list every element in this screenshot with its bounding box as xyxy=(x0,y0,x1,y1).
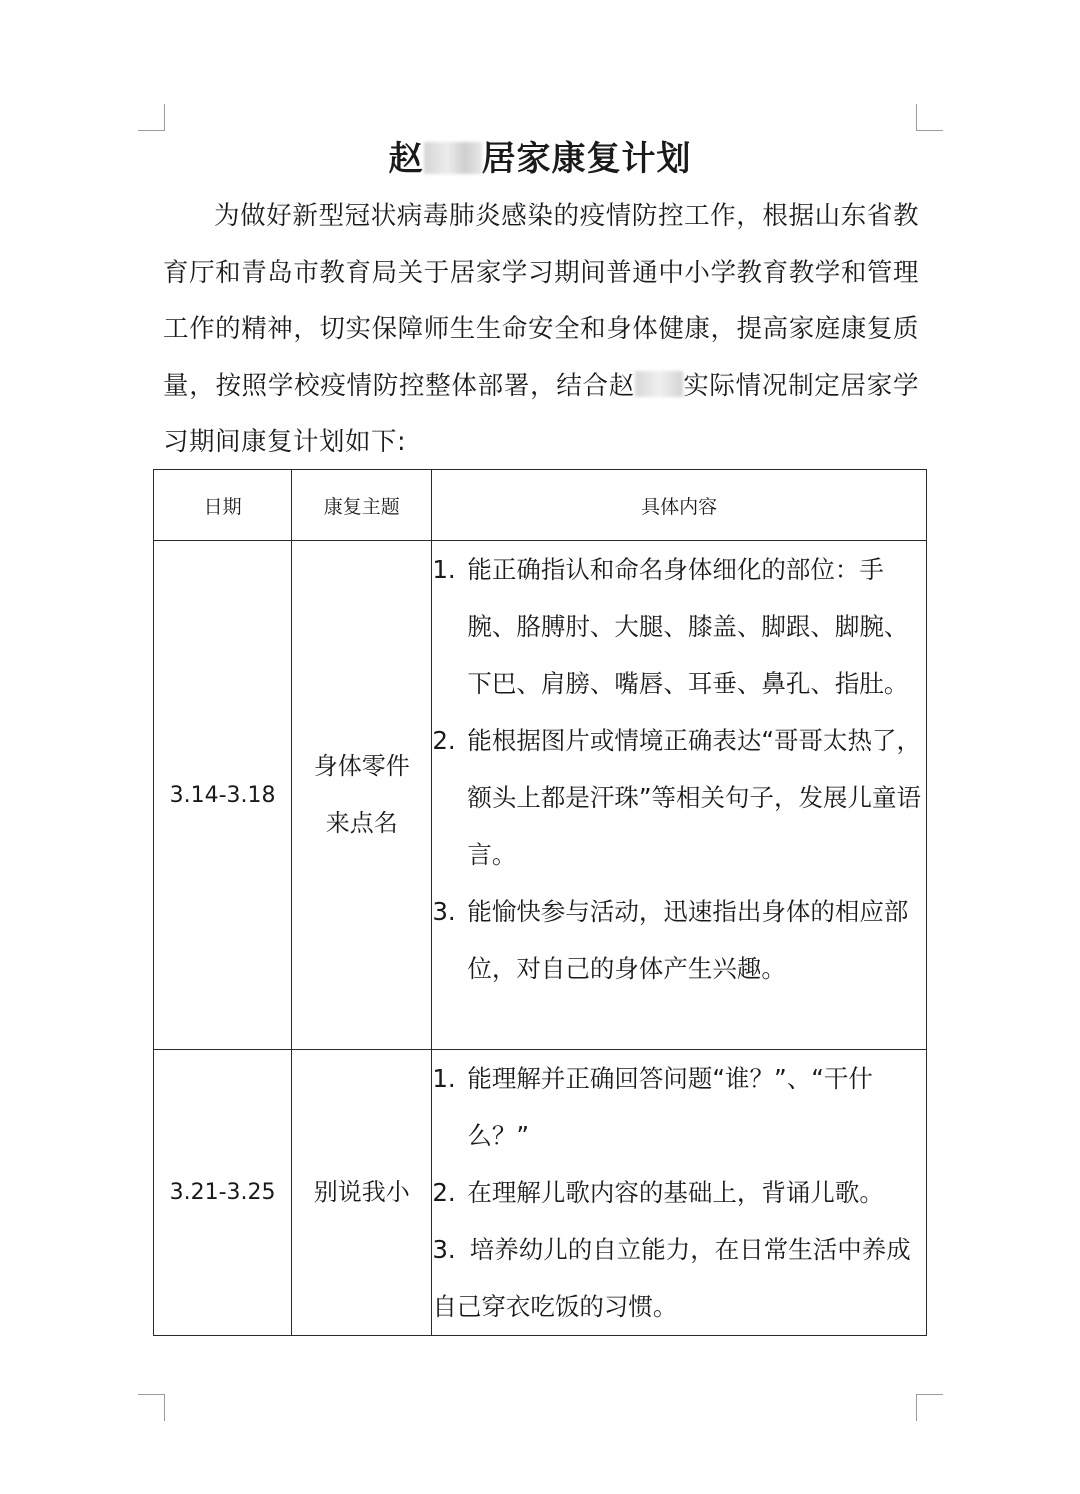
page-corner-mark-top-left xyxy=(138,104,165,131)
theme-cell xyxy=(292,1050,432,1336)
item-number: 2. xyxy=(432,1178,456,1207)
date-cell: 3.21-3.25 xyxy=(154,1050,292,1336)
item-text: 能理解并正确回答问题“谁？”、“干什么？” xyxy=(467,1064,873,1150)
theme-cell xyxy=(292,541,432,1050)
header-theme: 康复主题 xyxy=(292,470,432,541)
intro-paragraph xyxy=(163,188,919,471)
table-row xyxy=(154,1050,927,1336)
theme-line: 身体零件 xyxy=(313,752,410,780)
item-number: 2. xyxy=(432,726,456,755)
theme-line: 别说我小 xyxy=(313,1178,410,1206)
date-cell: 3.14-3.18 xyxy=(154,541,292,1050)
title-prefix: 赵 xyxy=(388,139,424,179)
intro-text-before: 为做好新型冠状病毒肺炎感染的疫情防控工作，根据山东省教育厅和青岛市教育局关于居家学习期间普通中小学教育教学和管理工作的精神，切实保障师生生命安全和身体健康，提高家庭康复质量，按照学校疫情防控整体部署，结合赵 xyxy=(163,201,919,401)
redacted-name-mosaic-inline xyxy=(635,371,683,397)
header-content: 具体内容 xyxy=(432,470,927,541)
content-item xyxy=(432,1221,926,1335)
content-cell xyxy=(432,541,927,1050)
item-text: 培养幼儿的自立能力，在日常生活中养成自己穿衣吃饭的习惯。 xyxy=(432,1235,911,1321)
page-corner-mark-bottom-left xyxy=(138,1394,165,1421)
content-item xyxy=(432,1164,926,1221)
redacted-name-mosaic xyxy=(424,142,482,174)
theme-line: 来点名 xyxy=(325,809,398,837)
item-number: 3. xyxy=(432,897,456,926)
item-number: 1. xyxy=(432,1064,456,1093)
table-row xyxy=(154,541,927,1050)
header-date: 日期 xyxy=(154,470,292,541)
document-title xyxy=(0,134,1080,184)
item-text: 能根据图片或情境正确表达“哥哥太热了，额头上都是汗珠”等相关句子，发展儿童语言。 xyxy=(467,726,922,869)
item-text: 能愉快参与活动，迅速指出身体的相应部位，对自己的身体产生兴趣。 xyxy=(467,897,909,983)
intro-text-after: 实际情况制定居家学习期间康复计划如下: xyxy=(163,370,919,457)
rehab-plan-table xyxy=(153,469,927,1336)
page-corner-mark-top-right xyxy=(916,104,943,131)
content-cell xyxy=(432,1050,927,1336)
title-suffix: 居家康复计划 xyxy=(481,139,692,179)
item-number: 1. xyxy=(432,555,456,584)
content-item xyxy=(432,883,926,997)
content-item xyxy=(432,541,926,712)
table-header-row xyxy=(154,470,927,541)
content-item xyxy=(432,1050,926,1164)
item-text: 能正确指认和命名身体细化的部位：手腕、胳膊肘、大腿、膝盖、脚跟、脚腕、下巴、肩膀、嘴唇、耳垂、鼻孔、指肚。 xyxy=(467,555,909,698)
content-item xyxy=(432,712,926,883)
item-text: 在理解儿歌内容的基础上，背诵儿歌。 xyxy=(467,1178,884,1207)
page-corner-mark-bottom-right xyxy=(916,1394,943,1421)
item-number: 3. xyxy=(432,1235,456,1264)
